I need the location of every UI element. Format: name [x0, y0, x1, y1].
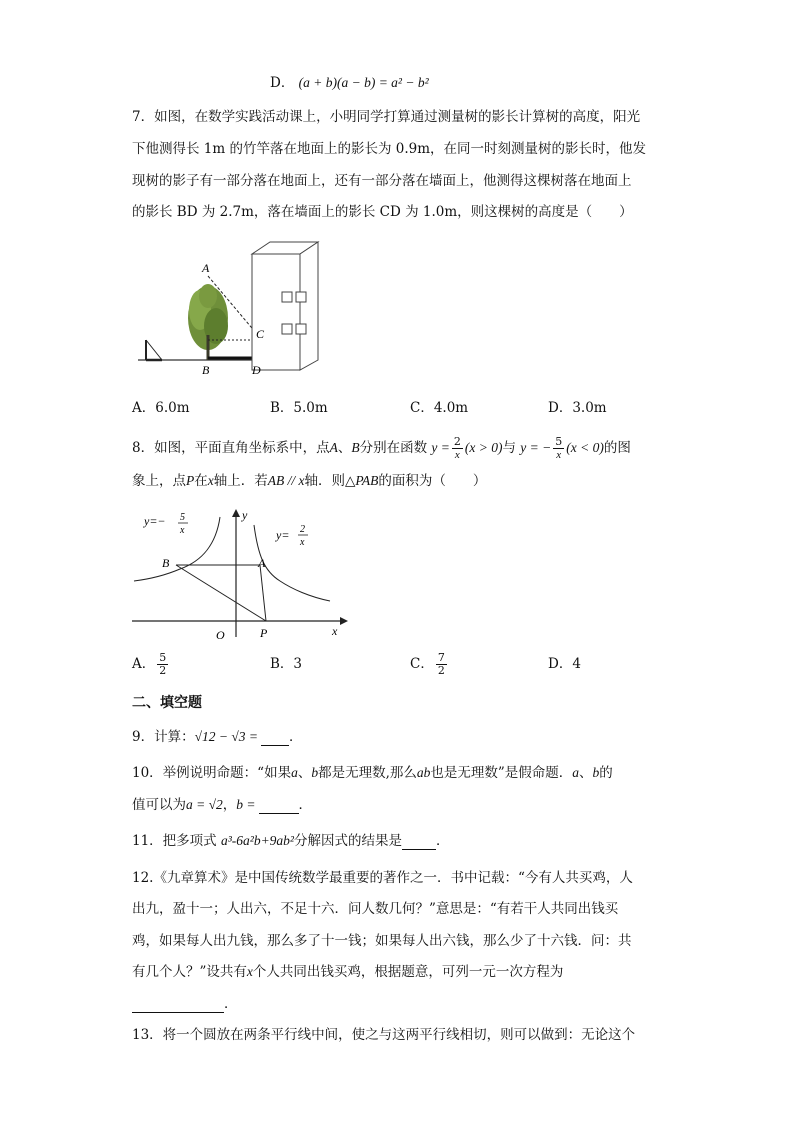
q8-pab: PAB	[355, 473, 379, 488]
q8-f1-cond: (x > 0)	[464, 440, 503, 455]
q10-text: 的	[599, 765, 613, 781]
q12-answer-blank[interactable]	[132, 999, 224, 1013]
q12-text: 个人共同出钱买鸡，根据题意，可列一元一次方程为	[252, 964, 564, 980]
q10-b-value: b =	[236, 797, 256, 812]
label-p: P	[260, 626, 268, 640]
q7-line-4: 的影长 BD 为 2.7m，落在墙面上的影长 CD 为 1.0m，则这棵树的高度是（ ）	[132, 204, 633, 220]
curve-right	[254, 525, 330, 601]
eq-right-label: y=	[276, 528, 290, 542]
label-b: B	[162, 556, 170, 570]
q11-expr: a³-6a²b+9ab²	[220, 833, 294, 848]
q8-figure	[130, 505, 350, 645]
q8-f1-den: x	[454, 449, 460, 461]
q8-option-a-num: 5	[159, 651, 167, 664]
tree-icon	[188, 284, 228, 360]
building-icon	[252, 242, 318, 370]
q8-text: 的图	[603, 440, 631, 456]
label-d: D	[252, 363, 261, 377]
q8-point-b: B	[351, 440, 360, 455]
q11-text: 11．把多项式	[132, 833, 221, 849]
label-a: A	[258, 556, 266, 570]
q8-option-a-den: 2	[159, 664, 167, 677]
q7-figure	[130, 240, 330, 380]
q8-option-c-label: C．	[410, 656, 434, 672]
x-axis-arrow	[340, 617, 348, 625]
q8-option-c-frac	[436, 652, 447, 677]
q8-f2-lhs: y = −	[520, 440, 552, 455]
eq-right-num: 2	[300, 524, 305, 535]
q7-line-3: 现树的影子有一部分落在地面上，还有一部分落在墙面上，他测得这棵树落在地面上	[132, 173, 632, 189]
q9-end: ．	[289, 729, 303, 745]
q8-text: 分别在函数	[359, 440, 428, 456]
q8-option-c	[410, 651, 449, 677]
q8-text: 在	[194, 473, 208, 489]
q10-sep: 、	[297, 765, 312, 781]
q7-option-d: D．3.0m	[548, 400, 607, 416]
q8-text: 的面积为（ ）	[378, 473, 487, 489]
q8-f1-num: 2	[453, 435, 461, 448]
q8-option-a	[132, 651, 170, 677]
q13-line-1: 13．将一个圆放在两条平行线中间，使之与这两平行线相切，则可以做到：无论这个	[132, 1027, 636, 1043]
q8-line-2	[132, 472, 486, 490]
q10-line-1	[132, 764, 613, 782]
q10-b: b	[311, 765, 319, 780]
q10-end: ．	[298, 797, 313, 813]
eq-left-den: x	[180, 525, 185, 536]
q9-text: 9．计算：	[132, 729, 195, 745]
q10-answer-blank[interactable]	[259, 800, 299, 814]
q12-text: 有几个人？”设共有	[132, 964, 247, 980]
q7-line-1: 7．如图，在数学实践活动课上，小明同学打算通过测量树的影长计算树的高度，阳光	[132, 109, 641, 125]
q10-a: a	[572, 765, 580, 780]
eq-left-label: y=−	[144, 514, 166, 528]
q8-option-c-den: 2	[437, 664, 445, 677]
q6-option-d-expr: (a + b)(a − b) = a² − b²	[298, 75, 429, 90]
q9-answer-blank[interactable]	[261, 732, 289, 746]
q12-line-1: 12.《九章算术》是中国传统数学最重要的著作之一．书中记载：“今有人共买鸡，人	[132, 870, 633, 886]
label-b: B	[202, 363, 210, 377]
q8-f2-cond: (x < 0)	[566, 440, 604, 455]
q8-text: 轴上．若	[213, 473, 268, 489]
q8-x: x	[207, 473, 214, 488]
q12-line-3: 鸡，如果每人出九钱，那么多了十一钱；如果每人出六钱，那么少了十六钱．问：共	[132, 933, 632, 949]
q7-line-2: 下他测得长 1m 的竹竿落在地面上的影长为 0.9m，在同一时刻测量树的影长时，他发	[132, 141, 647, 157]
q10-sep: 、	[579, 765, 593, 781]
q8-option-b: B．3	[270, 656, 303, 672]
q10-comma: ，	[222, 797, 237, 813]
segment-ap	[260, 565, 266, 621]
q12-line-2: 出九，盈十一；人出六，不足十六．问人数几何？”意思是：“有若干人共同出钱买	[132, 901, 619, 917]
q9-expr: √12 − √3 =	[194, 729, 259, 744]
q8-f1-lhs: y =	[431, 440, 450, 455]
q10-line-2	[132, 796, 312, 814]
q8-f2-num: 5	[555, 435, 563, 448]
label-c: C	[256, 327, 265, 341]
q10-text: 10．举例说明命题：“如果	[132, 765, 292, 781]
q11-answer-blank[interactable]	[402, 836, 436, 850]
q8-with: 与	[502, 440, 516, 456]
label-a: A	[202, 261, 210, 275]
q8-f2-den: x	[556, 449, 562, 461]
q8-f1-frac	[452, 436, 463, 461]
q6-option-d-label: D．	[270, 75, 295, 91]
q8-point-a: A	[329, 440, 338, 455]
label-x: x	[332, 624, 338, 638]
q10-a-value: a = √2	[186, 797, 223, 812]
q12-line-5	[132, 995, 238, 1013]
q7-option-b: B．5.0m	[270, 400, 328, 416]
label-y: y	[242, 508, 248, 522]
q8-point-p: P	[186, 473, 195, 488]
q8-option-c-num: 7	[437, 651, 445, 664]
q8-option-d: D．4	[548, 656, 581, 672]
q12-end: ．	[224, 996, 238, 1012]
q7-option-a: A．6.0m	[132, 400, 190, 416]
bamboo-ray	[146, 340, 162, 360]
q8-text: 象上，点	[132, 473, 186, 489]
q11	[132, 832, 449, 850]
q10-text: 也是无理数”是假命题．	[430, 765, 573, 781]
q8-option-a-label: A．	[132, 656, 156, 672]
label-o: O	[216, 628, 225, 642]
eq-right-den: x	[300, 537, 305, 548]
q7-option-c: C．4.0m	[410, 400, 469, 416]
q8-text: 轴．则△	[304, 473, 356, 489]
section-heading: 二、填空题	[132, 695, 202, 711]
q8-option-a-frac	[157, 652, 168, 677]
q10-text: 值可以为	[132, 797, 186, 813]
eq-left-num: 5	[180, 512, 185, 523]
q11-text: 分解因式的结果是	[293, 833, 402, 849]
q8-text: 8．如图，平面直角坐标系中，点	[132, 440, 330, 456]
q6-option-d	[270, 71, 429, 91]
q12-line-4	[132, 963, 563, 981]
q9	[132, 728, 303, 746]
q10-ab: ab	[416, 765, 431, 780]
q12-x: x	[246, 964, 253, 979]
y-axis-arrow	[232, 509, 240, 517]
q11-end: ．	[435, 833, 450, 849]
q8-line-1	[132, 436, 631, 461]
q10-text: 都是无理数,那么	[318, 765, 417, 781]
q8-sep: 、	[337, 440, 352, 456]
q10-b: b	[592, 765, 600, 780]
q10-a: a	[291, 765, 298, 780]
q8-f2-frac	[553, 436, 564, 461]
segment-bp	[176, 565, 266, 621]
q8-ab-parallel: AB // x	[267, 473, 305, 488]
